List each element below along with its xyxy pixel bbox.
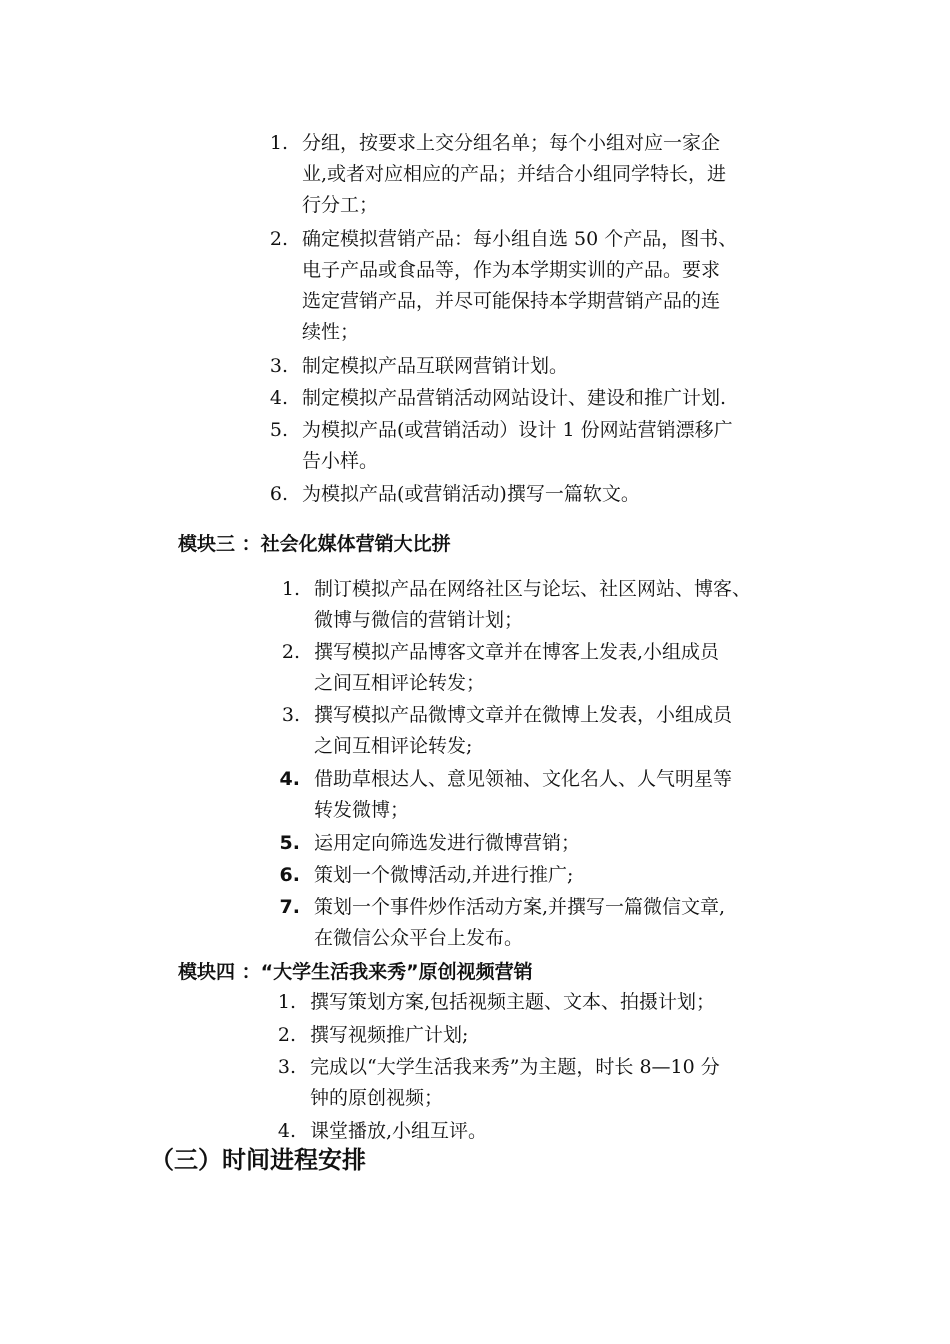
item-text: 完成以“大学生活我来秀”为主题，时长 8—10 分 钟的原创视频； [310, 1056, 720, 1109]
item-number: 4. [279, 768, 300, 790]
item-number: 1. [277, 991, 296, 1013]
item-text: 撰写模拟产品微博文章并在微博上发表，小组成员 之间互相评论转发; [314, 704, 733, 757]
item-text: 为模拟产品(或营销活动）设计 1 份网站营销漂移广 告小样。 [302, 419, 733, 472]
item-number: 7. [279, 896, 300, 918]
item-number: 5. [279, 832, 300, 854]
item-text: 制定模拟产品营销活动网站设计、建设和推广计划. [302, 387, 727, 409]
item-text: 撰写模拟产品博客文章并在博客上发表,小组成员 之间互相评论转发； [314, 641, 720, 694]
item-number: 4. [269, 387, 288, 409]
item-text: 撰写策划方案,包括视频主题、文本、拍摄计划； [310, 991, 716, 1013]
item-text: 撰写视频推广计划; [310, 1024, 469, 1046]
item-number: 2. [269, 228, 288, 250]
item-number: 3. [269, 355, 288, 377]
item-number: 3. [281, 704, 300, 726]
item-number: 6. [269, 483, 288, 505]
item-text: 制定模拟产品互联网营销计划。 [302, 355, 569, 377]
item-number: 2. [277, 1024, 296, 1046]
section-title: （三）时间进程安排 [150, 1146, 366, 1174]
item-text: 借助草根达人、意见领袖、文化名人、人气明星等 转发微博； [314, 768, 733, 821]
module3-heading: 模块三 ：社会化媒体营销大比拼 [178, 533, 451, 555]
item-text: 为模拟产品(或营销活动)撰写一篇软文。 [302, 483, 640, 505]
item-number: 5. [269, 419, 288, 441]
item-text: 运用定向筛选发进行微博营销； [314, 832, 581, 854]
item-number: 2. [281, 641, 300, 663]
item-text: 策划一个微博活动,并进行推广; [314, 864, 574, 886]
item-number: 6. [279, 864, 300, 886]
module4-heading: 模块四 ：“大学生活我来秀”原创视频营销 [178, 961, 533, 983]
item-text: 分组，按要求上交分组名单；每个小组对应一家企 业,或者对应相应的产品；并结合小组同学特长，进 行分工； [302, 132, 727, 216]
item-number: 1. [269, 132, 288, 154]
item-number: 3. [277, 1056, 296, 1078]
item-text: 策划一个事件炒作活动方案,并撰写一篇微信文章, 在微信公众平台上发布。 [314, 896, 726, 949]
item-text: 课堂播放,小组互评。 [310, 1120, 488, 1142]
item-number: 1. [281, 578, 300, 600]
item-text: 确定模拟营销产品：每小组自选 50 个产品，图书、 电子产品或食品等，作为本学期实训的产品。要求 选定营销产品，并尽可能保持本学期营销产品的连 续性； [302, 228, 738, 343]
item-number: 4. [277, 1120, 296, 1142]
item-text: 制订模拟产品在网络社区与论坛、社区网站、博客、 微博与微信的营销计划； [314, 578, 752, 631]
